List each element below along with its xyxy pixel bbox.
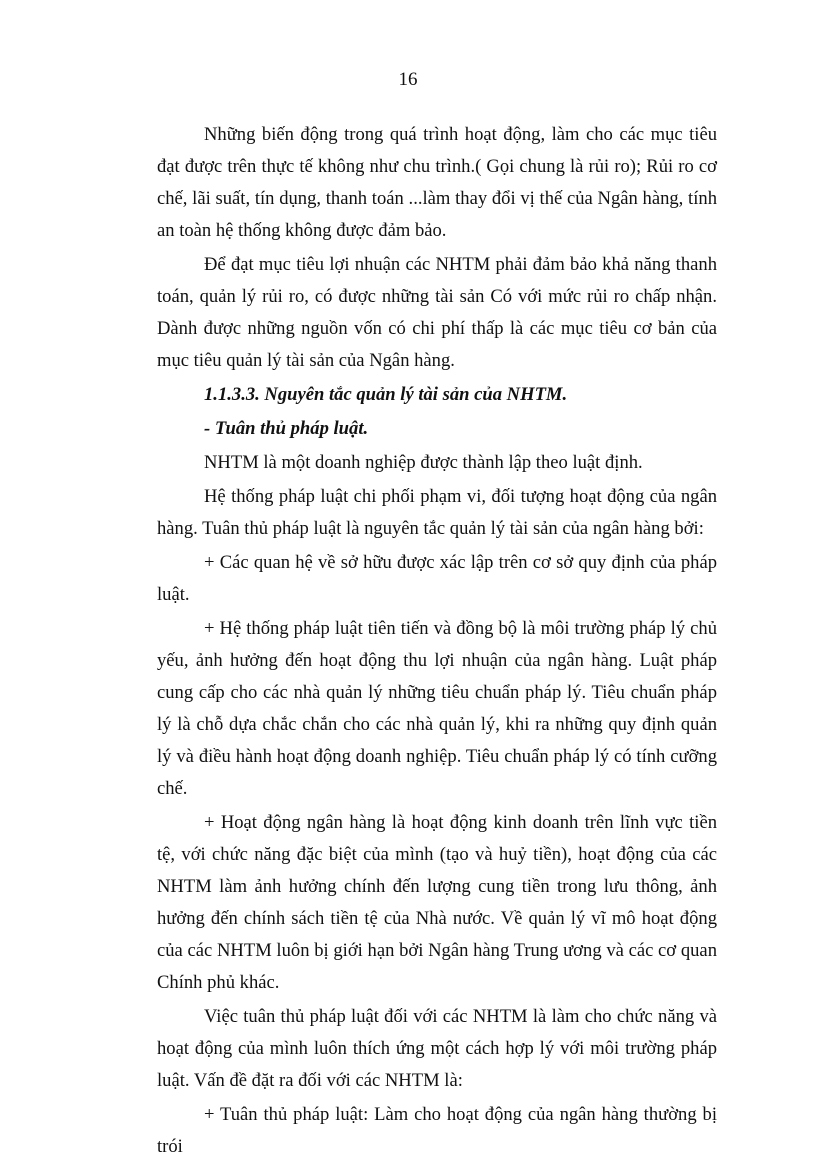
paragraph-compliance-issue: Việc tuân thủ pháp luật đối với các NHTM là làm cho chức năng và hoạt động của mình luôn thích ứng một cách hợp lý với môi trường pháp luật. Vấn đề đặt ra đối với các NHTM là: [157,1006,717,1091]
paragraph-legal-environment: + Hệ thống pháp luật tiên tiến và đồng bộ là môi trường pháp lý chủ yếu, ảnh hưởng đến hoạt động thu lợi nhuận của ngân hàng. Luật pháp cung cấp cho các nhà quản lý những tiêu chuẩn pháp lý. Tiêu chuẩn pháp lý là chỗ dựa chắc chắn cho các nhà quản lý, khi ra những quy định quản lý và điều hành hoạt động doanh nghiệp. Tiêu chuẩn pháp lý có tính cưỡng chế. [157,618,717,799]
paragraph-ownership: + Các quan hệ về sở hữu được xác lập trên cơ sở quy định của pháp luật. [157,552,717,605]
paragraph-legal-system: Hệ thống pháp luật chi phối phạm vi, đối tượng hoạt động của ngân hàng. Tuân thủ pháp luật là nguyên tắc quản lý tài sản của ngân hàng bởi: [157,486,717,539]
section-heading-asset-principles: 1.1.3.3. Nguyên tắc quản lý tài sản của NHTM. [204,384,568,405]
page-number: 16 [398,69,418,90]
paragraph-banking-activity: + Hoạt động ngân hàng là hoạt động kinh doanh trên lĩnh vực tiền tệ, với chức năng đặc biệt của mình (tạo và huỷ tiền), hoạt động của các NHTM làm ảnh hưởng chính đến lượng cung tiền trong lưu thông, ảnh hưởng đến chính sách tiền tệ của Nhà nước. Về quản lý vĩ mô hoạt động của các NHTM luôn bị giới hạn bởi Ngân hàng Trung ương và các cơ quan Chính phủ khác. [157,812,717,993]
document-body [157,119,717,1163]
subheading-law-compliance: - Tuân thủ pháp luật. [204,418,369,439]
paragraph-profit-goal: Để đạt mục tiêu lợi nhuận các NHTM phải đảm bảo khả năng thanh toán, quản lý rủi ro, có được những tài sản Có với mức rủi ro chấp nhận. Dành được những nguồn vốn có chi phí thấp là các mục tiêu cơ bản của mục tiêu quản lý tài sản của Ngân hàng. [157,254,717,371]
paragraph-risk-changes: Những biến động trong quá trình hoạt động, làm cho các mục tiêu đạt được trên thực tế không như chu trình.( Gọi chung là rủi ro); Rủi ro cơ chế, lãi suất, tín dụng, thanh toán ...làm thay đổi vị thế của Ngân hàng, tính an toàn hệ thống không được đảm bảo. [157,124,717,241]
paragraph-nhtm-enterprise: NHTM là một doanh nghiệp được thành lập theo luật định. [204,452,643,473]
paragraph-compliance-effect: + Tuân thủ pháp luật: Làm cho hoạt động của ngân hàng thường bị trói [157,1104,717,1157]
